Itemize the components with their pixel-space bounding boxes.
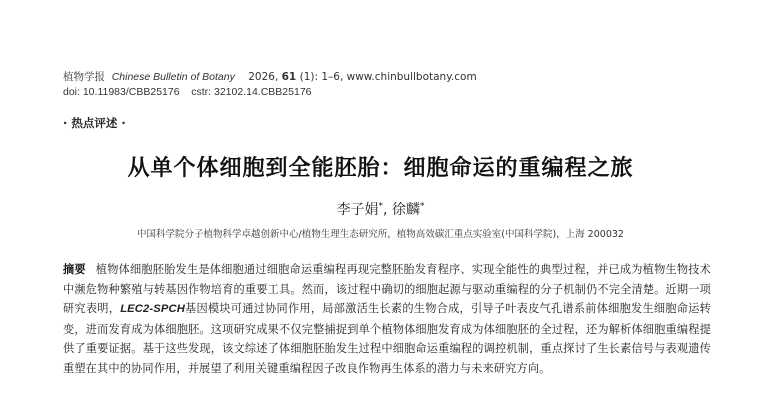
journal-name-cn: 植物学报: [63, 71, 105, 83]
abstract-text: 基因模块可通过协同作用，局部激活生长素的生物合成，引导子叶表皮气孔谱系前体细胞发生细胞命运转变，进而发育成为体细胞胚。这项研究成果不仅完整捕捉到单个植物体细胞发育成为体细胞胚的全过程，还为解析体细胞重编程提供了重要证据。基于这些发现，该文综述了体细胞胚胎发生过程中细胞命运重编程的调控机制，重点探讨了生长素信号与表观遗传重塑在其中的协同作用，并展望了利用关键重编程因子改良作物再生体系的潜力与未来研究方向。: [63, 302, 711, 375]
journal-issue-pages: (1): 1–6, www.chinbullbotany.com: [299, 71, 477, 83]
author-name: 李子娟: [336, 202, 379, 218]
author-separator: ,: [383, 202, 392, 218]
journal-volume: 61: [281, 71, 297, 83]
identifier-line: [63, 86, 312, 98]
journal-name-en: Chinese Bulletin of Botany: [111, 71, 235, 83]
doi: doi: 10.11983/CBB25176: [63, 86, 180, 98]
abstract-text: 植物体细胞胚胎发生是体细胞通过细胞命运重编程再现完整胚胎发育程序、实现全能性的典型过程，并已成为植物生物技术中濒危物种繁殖与转基因作物培育的重要工具。然而，该过程中确切的细胞起源与驱动重编程的分子机制仍不完全清楚。近期一项研究表明，: [63, 263, 711, 316]
corresponding-mark: *: [378, 201, 384, 212]
affiliation: 中国科学院分子植物科学卓越创新中心/植物生理生态研究所，植物高效碳汇重点实验室(中国科学院)，上海 200032: [137, 229, 624, 240]
cstr: cstr: 32102.14.CBB25176: [191, 86, 312, 98]
article-title: 从单个体细胞到全能胚胎：细胞命运的重编程之旅: [127, 156, 634, 181]
abstract-label: 摘要: [63, 263, 86, 276]
gene-name: LEC2-SPCH: [120, 303, 185, 316]
author-list: [0, 199, 761, 219]
section-tag: · 热点评述 ·: [63, 116, 126, 130]
corresponding-mark: *: [419, 201, 425, 212]
journal-citation-line: [63, 69, 477, 84]
journal-year: 2026,: [248, 71, 279, 83]
abstract: [63, 260, 711, 379]
author-name: 徐麟: [391, 202, 420, 218]
